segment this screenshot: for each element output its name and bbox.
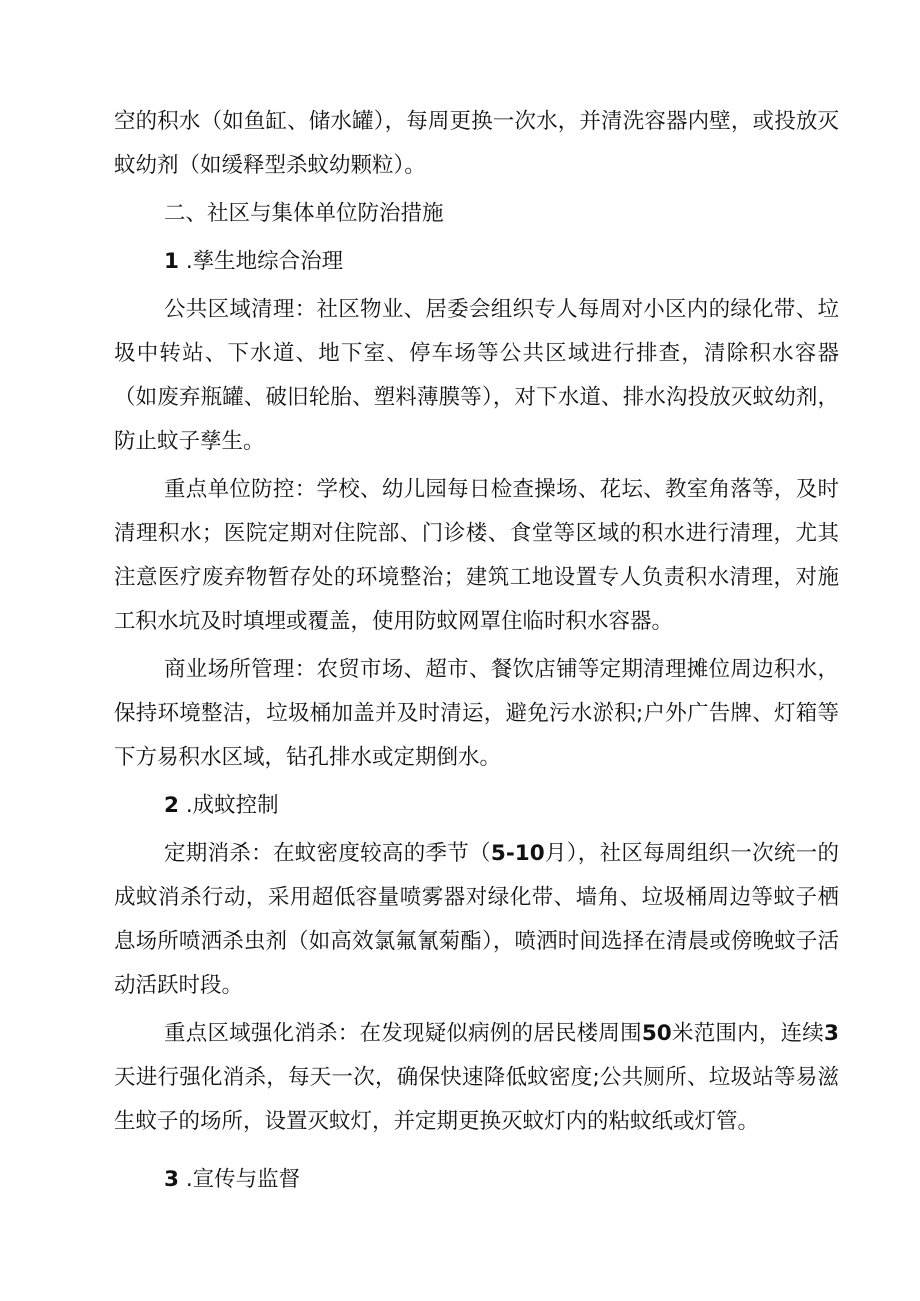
paragraph-public-area-cleanup: 公共区域清理：社区物业、居委会组织专人每周对小区内的绿化带、垃圾中转站、下水道、地下室、停车场等公共区域进行排查，清除积水容器（如废弃瓶罐、破旧轮胎、塑料薄膜等），对下水道、排水沟投放灭蚊幼剂，防止蚊子孳生。 (114, 297, 839, 454)
document-body (114, 100, 839, 1202)
text-segment: 定期消杀：在蚊密度较高的季节（ (164, 841, 491, 866)
text-segment: 天进行强化消杀，每天一次，确保快速降低蚊密度;公共厕所、垃圾站等易滋生蚊子的场所，设置灭蚊灯，并定期更换灭蚊灯内的粘蚊纸或灯管。 (114, 1065, 839, 1134)
subsection-number: 1 (164, 249, 179, 274)
paragraph-intensified-disinfection (114, 1012, 839, 1144)
subsection-title: .孳生地综合治理 (185, 249, 344, 274)
subsection-number: 3 (164, 1167, 179, 1192)
subsection-title: .成蚊控制 (185, 793, 279, 818)
subsection-title: .宣传与监督 (185, 1167, 301, 1192)
text-segment: 米范围内，连续 (671, 1021, 825, 1046)
days-value: 3 (824, 1021, 839, 1046)
paragraph-periodic-disinfection (114, 832, 839, 1008)
subsection-heading-adult-mosquito-control (114, 784, 839, 828)
text-segment: 重点区域强化消杀：在发现疑似病例的居民楼周围 (164, 1021, 642, 1046)
subsection-heading-publicity-supervision (114, 1158, 839, 1202)
radius-meters-value: 50 (641, 1021, 672, 1046)
text-segment: 月），社区每周组织一次统一的成蚊消杀行动，采用超低容量喷雾器对绿化带、墙角、垃圾桶周边等蚊子栖息场所喷洒杀虫剂（如高效氯氟氰菊酯），喷洒时间选择在清晨或傍晚蚊子活动活跃时段。 (114, 841, 839, 998)
paragraph-key-units-control: 重点单位防控：学校、幼儿园每日检查操场、花坛、教室角落等，及时清理积水；医院定期对住院部、门诊楼、食堂等区域的积水进行清理，尤其注意医疗废弃物暂存处的环境整治；建筑工地设置专人负责积水清理，对施工积水坑及时填埋或覆盖，使用防蚊网罩住临时积水容器。 (114, 477, 839, 634)
paragraph-continued-household-water: 空的积水（如鱼缸、储水罐），每周更换一次水，并清洗容器内壁，或投放灭蚊幼剂（如缓释型杀蚊幼颗粒）。 (114, 109, 839, 178)
section-heading-community-measures: 二、社区与集体单位防治措施 (164, 201, 444, 226)
subsection-heading-breeding-site-control (114, 240, 839, 284)
paragraph-commercial-venues: 商业场所管理：农贸市场、超市、餐饮店铺等定期清理摊位周边积水，保持环境整洁，垃圾桶加盖并及时清运，避免污水淤积;户外广告牌、灯箱等下方易积水区域，钻孔排水或定期倒水。 (114, 657, 839, 770)
subsection-number: 2 (164, 793, 179, 818)
season-months-range: 5-10 (490, 841, 545, 866)
